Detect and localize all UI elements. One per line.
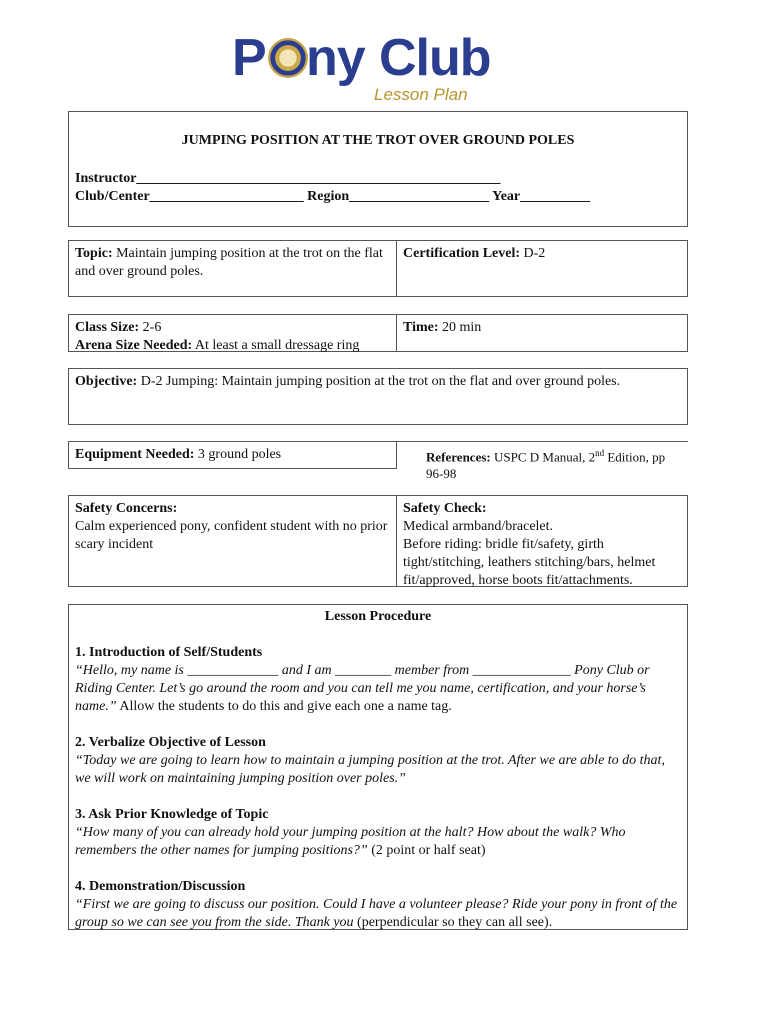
step-1-heading: 1. Introduction of Self/Students bbox=[75, 645, 263, 660]
step-1-note: Allow the students to do this and give each one a name tag. bbox=[116, 699, 452, 714]
equipment-box bbox=[68, 441, 397, 469]
step-3-quote: “How many of you can already hold your jumping position at the halt? How about the walk? Who remembers the other names for jumping positions?” bbox=[75, 825, 626, 858]
objective-text: D-2 Jumping: Maintain jumping position at the trot on the flat and over ground poles. bbox=[140, 374, 621, 389]
class-size-text: 2-6 bbox=[142, 320, 162, 335]
arena-text: At least a small dressage ring bbox=[194, 338, 360, 353]
certification-label: Certification Level: bbox=[403, 246, 521, 261]
references-box bbox=[396, 441, 688, 482]
step-4-note: (perpendicular so they can all see). bbox=[353, 915, 553, 930]
safety-check-label: Safety Check: bbox=[403, 501, 487, 516]
safety-check-line2: Before riding: bridle fit/safety, girth tight/stitching, leathers stitching/bars, helmet fit/approved, horse boots fit/attachments. bbox=[403, 537, 656, 588]
equipment-text: 3 ground poles bbox=[197, 447, 282, 462]
pony-club-logo bbox=[232, 30, 512, 110]
step-1-quote: “Hello, my name is _____________ and I am ________ member from ______________ Pony Club or Riding Center. Let’s go around the room and you can tell me you name, certification, and your horse’s name.” bbox=[75, 663, 650, 714]
references-label: References: bbox=[426, 449, 491, 465]
references-superscript: nd bbox=[595, 448, 605, 458]
topic-text: Maintain jumping position at the trot on the flat and over ground poles. bbox=[75, 246, 383, 279]
club-region-year-field: Club/Center______________________ Region____________________ Year__________ bbox=[75, 189, 591, 204]
equipment-label: Equipment Needed: bbox=[75, 447, 195, 462]
safety-concerns-label: Safety Concerns: bbox=[75, 501, 178, 516]
logo-subtitle: Lesson Plan bbox=[374, 85, 468, 104]
certification-text: D-2 bbox=[523, 246, 546, 261]
safety-concerns-text: Calm experienced pony, confident student with no prior scary incident bbox=[75, 519, 388, 552]
step-2-quote: “Today we are going to learn how to maintain a jumping position at the trot. After we are able to do that, we will work on maintaining jumping position over poles.” bbox=[75, 753, 665, 786]
header-box bbox=[68, 111, 688, 227]
objective-box bbox=[68, 368, 688, 425]
certification-box bbox=[396, 240, 688, 297]
step-4-quote: “First we are going to discuss our position. Could I have a volunteer please? Ride your pony in front of the group so we can see you from the side. Thank you bbox=[75, 897, 678, 930]
procedure-title: Lesson Procedure bbox=[324, 609, 432, 624]
logo-letters-ny: ny bbox=[306, 29, 365, 87]
safety-check-line1: Medical armband/bracelet. bbox=[403, 519, 554, 534]
step-4-heading: 4. Demonstration/Discussion bbox=[75, 879, 246, 894]
page-title: JUMPING POSITION AT THE TROT OVER GROUND POLES bbox=[181, 133, 575, 148]
lesson-procedure-box bbox=[68, 604, 688, 930]
step-3-heading: 3. Ask Prior Knowledge of Topic bbox=[75, 807, 269, 822]
logo-word-club: Club bbox=[379, 29, 491, 87]
references-text-a: USPC D Manual, 2 bbox=[493, 449, 596, 465]
safety-concerns-box bbox=[68, 495, 397, 587]
safety-check-box bbox=[396, 495, 688, 587]
step-2-heading: 2. Verbalize Objective of Lesson bbox=[75, 735, 266, 750]
class-size-box bbox=[68, 314, 397, 352]
topic-box bbox=[68, 240, 397, 297]
class-size-label: Class Size: bbox=[75, 320, 140, 335]
time-text: 20 min bbox=[442, 320, 482, 335]
step-3-note: (2 point or half seat) bbox=[367, 843, 486, 858]
logo-seal-icon bbox=[268, 38, 308, 78]
topic-label: Topic: bbox=[75, 246, 113, 261]
objective-label: Objective: bbox=[75, 374, 138, 389]
arena-label: Arena Size Needed: bbox=[75, 338, 193, 353]
instructor-field: Instructor____________________________________________________ bbox=[75, 171, 501, 186]
logo-letter-p: P bbox=[232, 29, 266, 87]
references-text-b: Edition, pp 96-98 bbox=[426, 449, 666, 482]
time-box bbox=[396, 314, 688, 352]
time-label: Time: bbox=[403, 320, 439, 335]
